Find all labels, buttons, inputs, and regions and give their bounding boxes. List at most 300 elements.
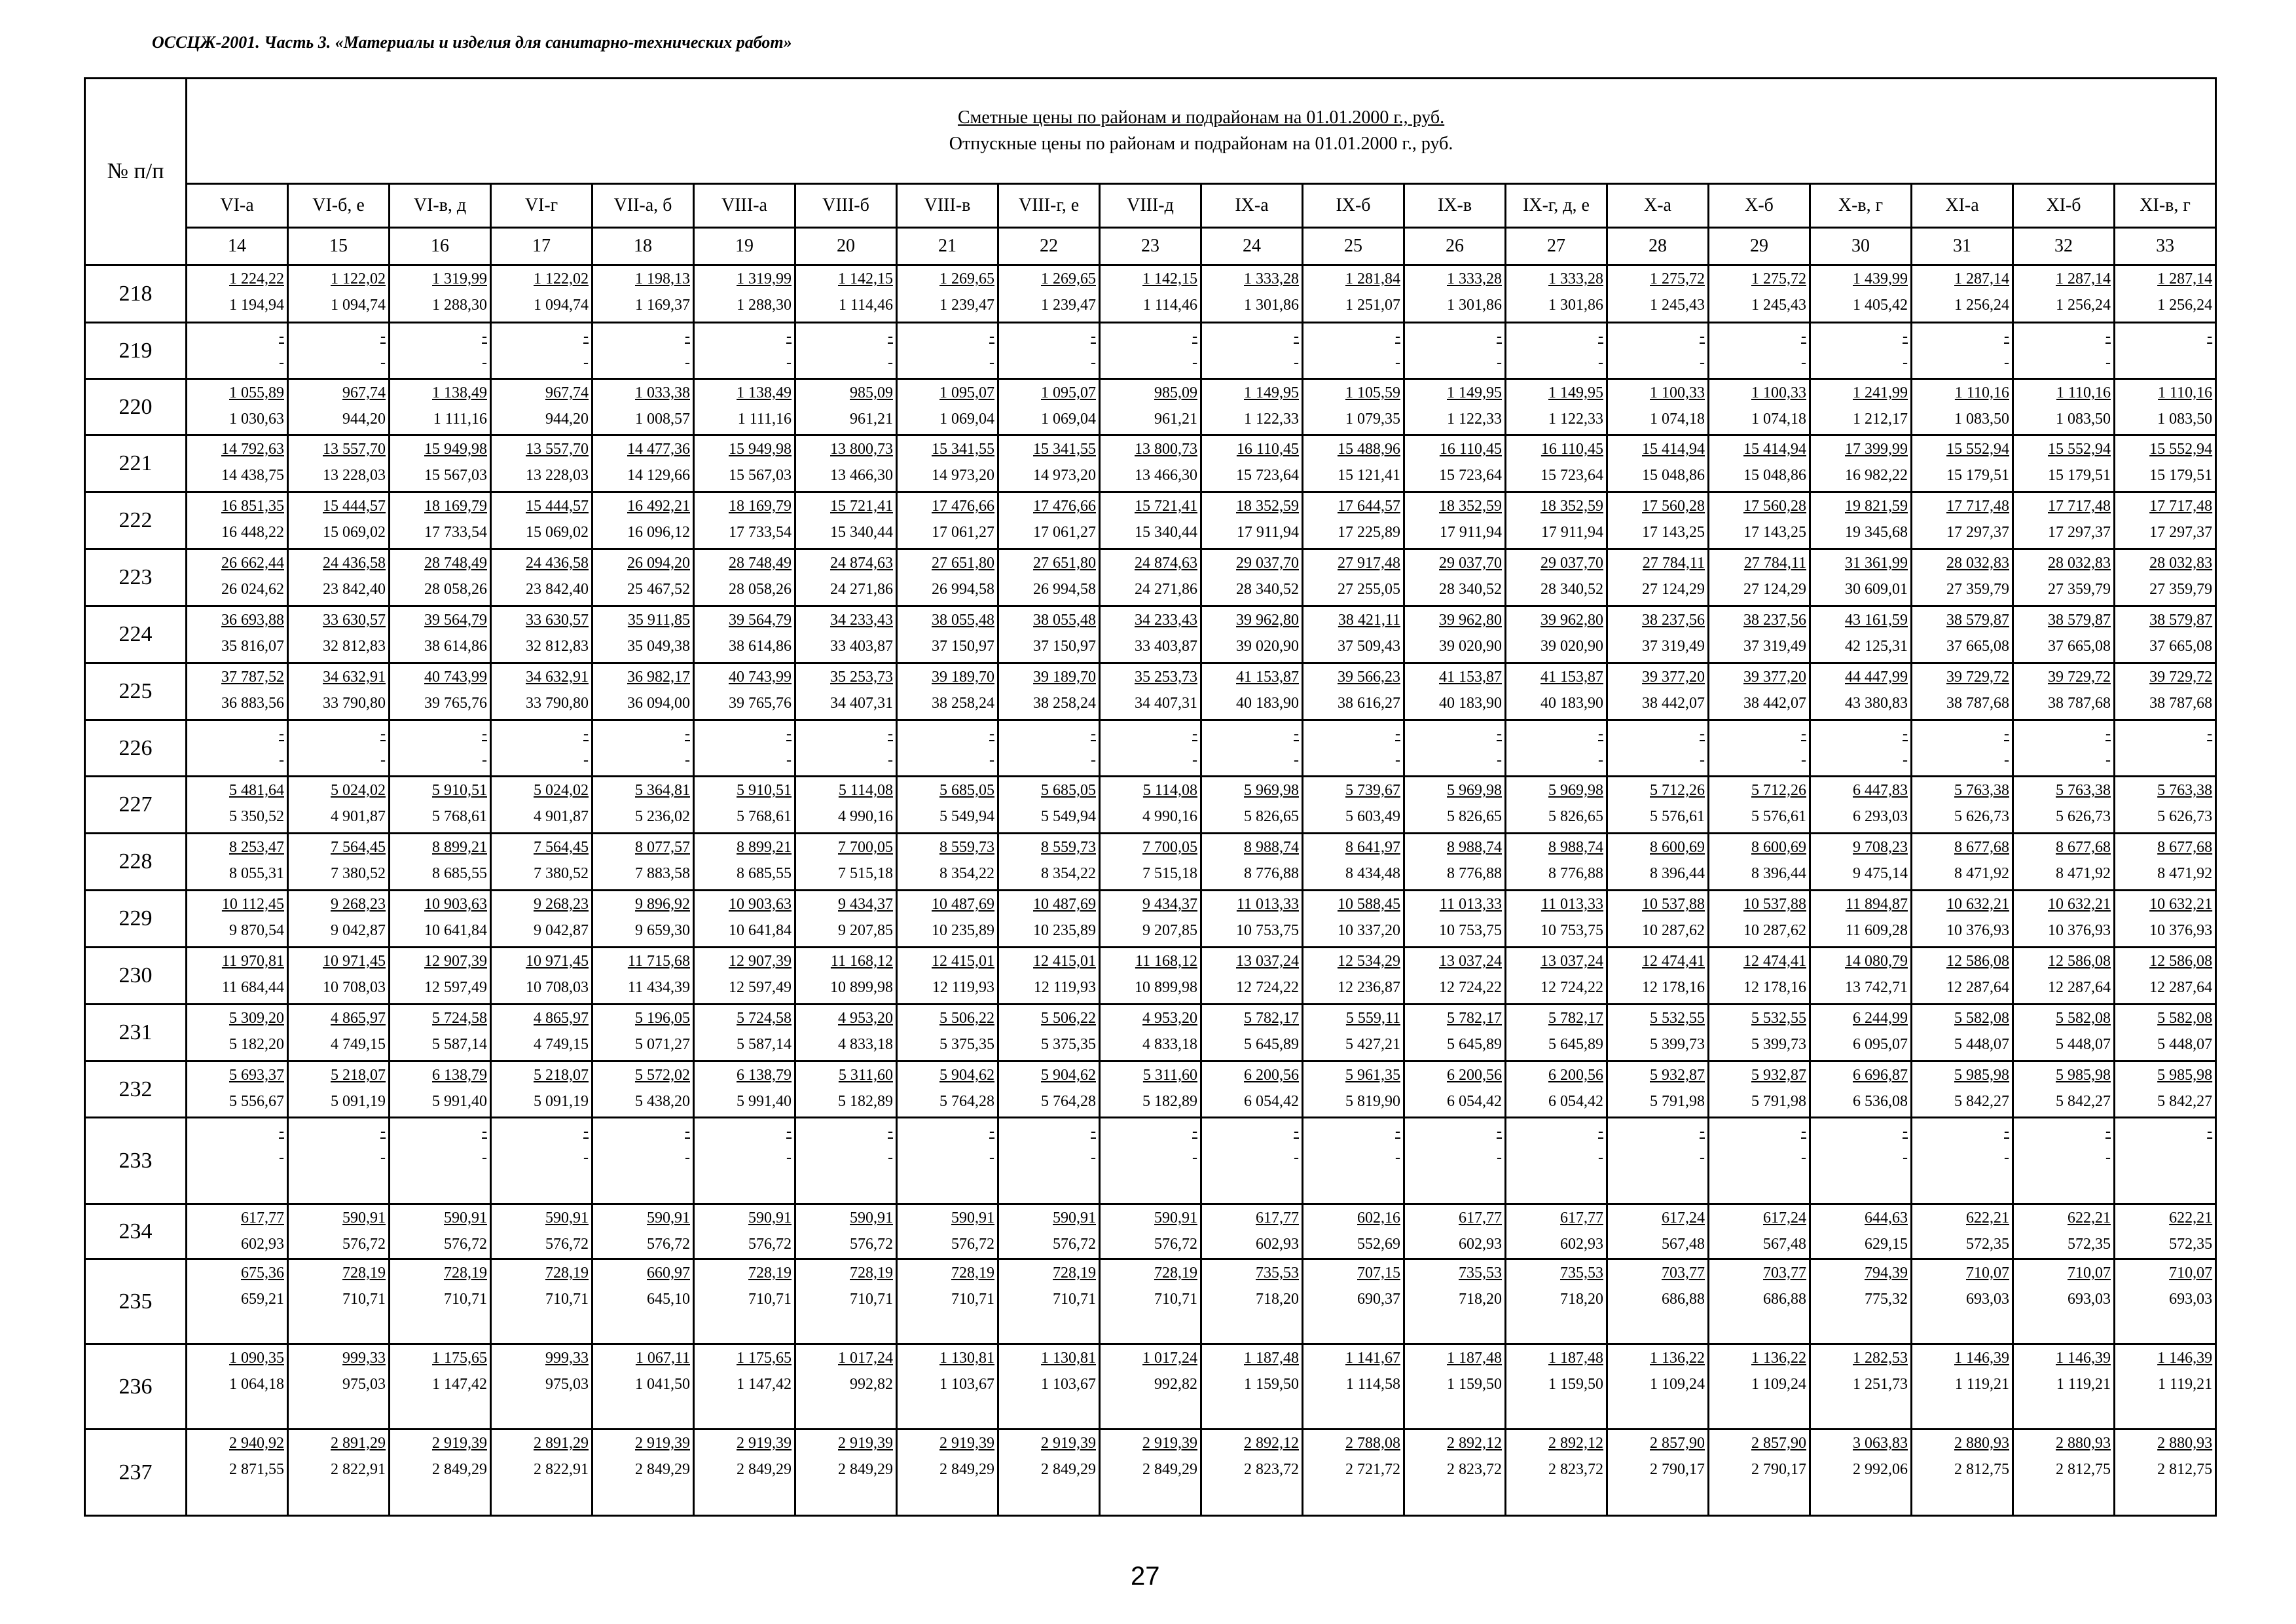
estimate-price: 18 169,79 [729, 498, 792, 515]
estimate-price: 728,19 [342, 1264, 386, 1282]
release-price: 9 870,54 [229, 922, 284, 939]
release-price: 37 150,97 [932, 638, 994, 655]
price-cell [592, 265, 694, 323]
release-price: 1 094,74 [331, 297, 386, 314]
price-pair [593, 493, 693, 545]
estimate-price: - [1294, 328, 1299, 345]
price-pair [492, 1260, 591, 1312]
price-pair [695, 550, 794, 602]
price-cell [897, 265, 998, 323]
column-header: VIII-г, е [998, 184, 1100, 228]
release-price: 5 626,73 [2157, 808, 2213, 825]
price-pair [1303, 266, 1403, 318]
release-price: 1 008,57 [635, 411, 690, 428]
release-price: - [583, 354, 589, 371]
price-cell [592, 323, 694, 379]
table-row [85, 834, 2216, 891]
price-pair [1912, 493, 2012, 545]
price-cell [897, 606, 998, 663]
price-cell [897, 1061, 998, 1118]
price-pair [695, 493, 794, 545]
estimate-price: 39 729,72 [2048, 669, 2111, 686]
price-cell [1404, 435, 1506, 492]
price-cell [694, 1061, 795, 1118]
estimate-price: 617,77 [1256, 1209, 1299, 1227]
price-pair [492, 664, 591, 716]
estimate-price: 794,39 [1865, 1264, 1908, 1282]
estimate-price: 5 712,26 [1650, 782, 1705, 799]
price-cell [1912, 663, 2013, 720]
release-price: 1 194,94 [229, 297, 284, 314]
price-pair [1303, 721, 1403, 773]
price-pair [695, 1430, 794, 1483]
price-cell [1404, 1118, 1506, 1204]
table-row [85, 435, 2216, 492]
release-price: 961,21 [850, 411, 893, 428]
price-cell [1201, 663, 1303, 720]
price-cell [491, 323, 592, 379]
price-pair [898, 721, 997, 773]
price-cell [2013, 720, 2115, 777]
price-cell [187, 834, 288, 891]
price-pair [1912, 323, 2012, 376]
price-pair [796, 1062, 896, 1115]
release-price: 576,72 [1154, 1236, 1197, 1253]
release-price: 39 020,90 [1236, 638, 1299, 655]
price-cell [592, 1344, 694, 1430]
release-price: 13 228,03 [323, 467, 386, 484]
release-price: 34 407,31 [1135, 695, 1197, 712]
estimate-price: 7 564,45 [534, 839, 589, 856]
estimate-price: - [2105, 1123, 2111, 1140]
release-price: 4 990,16 [838, 808, 893, 825]
price-cell [1607, 379, 1709, 435]
release-price: 33 403,87 [830, 638, 893, 655]
release-price: 16 448,22 [221, 524, 284, 541]
price-pair [2115, 777, 2215, 830]
estimate-price: 12 415,01 [1033, 953, 1096, 970]
price-cell [1506, 948, 1607, 1005]
price-pair [695, 834, 794, 887]
estimate-price: 1 319,99 [432, 270, 487, 287]
estimate-price: - [1395, 1123, 1400, 1140]
release-price: 1 119,21 [1954, 1376, 2009, 1393]
release-price: 16 096,12 [627, 524, 690, 541]
release-price: 2 790,17 [1650, 1461, 1705, 1478]
estimate-price: 24 874,63 [830, 555, 893, 572]
estimate-price: 1 141,67 [1345, 1350, 1400, 1367]
price-cell [491, 435, 592, 492]
release-price: 28 340,52 [1439, 581, 1502, 598]
column-number: 33 [2115, 228, 2216, 265]
price-cell [491, 891, 592, 948]
release-price: 693,03 [2068, 1291, 2111, 1308]
price-pair [289, 1118, 388, 1171]
price-cell [288, 265, 390, 323]
release-price: 2 812,75 [2056, 1461, 2111, 1478]
price-cell [592, 1061, 694, 1118]
price-cell [795, 265, 897, 323]
column-number: 18 [592, 228, 694, 265]
price-pair [1811, 948, 1910, 1001]
release-price: 6 293,03 [1853, 808, 1908, 825]
price-cell [1201, 435, 1303, 492]
price-pair [695, 380, 794, 432]
release-price: 15 723,64 [1236, 467, 1299, 484]
release-price: 33 403,87 [1135, 638, 1197, 655]
price-pair [1101, 777, 1200, 830]
price-cell [795, 1061, 897, 1118]
price-pair [289, 550, 388, 602]
estimate-price: 10 588,45 [1338, 896, 1400, 913]
price-cell [1607, 606, 1709, 663]
price-cell [1810, 1061, 1912, 1118]
estimate-price: 39 377,20 [1642, 669, 1705, 686]
estimate-price: 1 439,99 [1853, 270, 1908, 287]
estimate-price: 34 233,43 [1135, 612, 1197, 629]
price-pair [999, 948, 1099, 1001]
price-pair [898, 777, 997, 830]
estimate-price: 1 095,07 [939, 384, 994, 401]
release-price: 5 991,40 [737, 1093, 792, 1110]
estimate-price: - [1497, 726, 1502, 743]
release-price: 686,88 [1763, 1291, 1806, 1308]
estimate-price: - [1192, 1123, 1197, 1140]
estimate-price: 39 564,79 [729, 612, 792, 629]
price-cell [288, 323, 390, 379]
price-pair [390, 1062, 490, 1115]
price-pair [1912, 266, 2012, 318]
price-cell [1201, 606, 1303, 663]
estimate-price: - [1091, 1123, 1096, 1140]
release-price: - [2105, 752, 2111, 769]
release-price: 710,71 [1154, 1291, 1197, 1308]
estimate-price: 14 792,63 [221, 441, 284, 458]
price-cell [187, 1344, 288, 1430]
estimate-price: 12 474,41 [1743, 953, 1806, 970]
price-cell [897, 492, 998, 549]
price-cell [1201, 1430, 1303, 1516]
release-price: 15 048,86 [1743, 467, 1806, 484]
release-price: 15 723,64 [1439, 467, 1502, 484]
estimate-price: 8 677,68 [1954, 839, 2009, 856]
price-pair [695, 1260, 794, 1312]
estimate-price: 707,15 [1357, 1264, 1400, 1282]
release-price: 17 225,89 [1338, 524, 1400, 541]
price-cell [897, 834, 998, 891]
price-pair [1811, 1345, 1910, 1397]
estimate-price: 8 677,68 [2056, 839, 2111, 856]
estimate-price: - [1294, 1123, 1299, 1140]
price-pair [1202, 834, 1302, 887]
release-price: 992,82 [1154, 1376, 1197, 1393]
price-cell [1506, 435, 1607, 492]
release-price: 5 576,61 [1650, 808, 1705, 825]
estimate-price: 17 717,48 [2149, 498, 2213, 515]
estimate-price: - [380, 1123, 386, 1140]
release-price: 10 899,98 [830, 979, 893, 996]
release-price: 4 749,15 [331, 1036, 386, 1053]
release-price: 2 849,29 [939, 1461, 994, 1478]
release-price: 1 122,33 [1244, 411, 1299, 428]
price-cell [2115, 549, 2216, 606]
release-price: - [1497, 1149, 1502, 1166]
price-cell [897, 323, 998, 379]
price-pair [1912, 607, 2012, 659]
price-pair [1811, 777, 1910, 830]
price-pair [187, 1005, 287, 1058]
release-price: 17 733,54 [424, 524, 487, 541]
release-price: 775,32 [1865, 1291, 1908, 1308]
price-cell [1404, 1344, 1506, 1430]
price-cell [998, 492, 1100, 549]
release-price: 5 350,52 [229, 808, 284, 825]
estimate-price: 8 559,73 [1041, 839, 1096, 856]
price-pair [1405, 834, 1504, 887]
release-price: 38 442,07 [1642, 695, 1705, 712]
row-number: 233 [85, 1118, 187, 1204]
release-price: 33 790,80 [526, 695, 589, 712]
column-header: VIII-д [1100, 184, 1201, 228]
release-price: 37 665,08 [1946, 638, 2009, 655]
estimate-price: 5 961,35 [1345, 1067, 1400, 1084]
estimate-price: 5 969,98 [1548, 782, 1603, 799]
price-pair [2115, 266, 2215, 318]
price-pair [1811, 1205, 1910, 1257]
estimate-price: 2 892,12 [1548, 1435, 1603, 1452]
price-cell [1506, 663, 1607, 720]
release-price: 23 842,40 [526, 581, 589, 598]
price-pair [796, 1005, 896, 1058]
price-cell [1912, 1430, 2013, 1516]
estimate-price: 11 168,12 [830, 953, 893, 970]
estimate-price: 12 586,08 [2048, 953, 2111, 970]
document-header: ОССЦЖ-2001. Часть 3. «Материалы и изделия для санитарно-технических работ» [152, 33, 792, 52]
price-pair [593, 436, 693, 489]
release-price: 5 768,61 [737, 808, 792, 825]
price-cell [1100, 492, 1201, 549]
release-price: 5 768,61 [432, 808, 487, 825]
estimate-price: 18 352,59 [1540, 498, 1603, 515]
price-cell [1100, 323, 1201, 379]
estimate-price: - [1598, 726, 1603, 743]
price-pair [898, 550, 997, 602]
estimate-price: 1 146,39 [2056, 1350, 2111, 1367]
price-pair [390, 493, 490, 545]
release-price: 5 764,28 [939, 1093, 994, 1110]
price-cell [491, 834, 592, 891]
estimate-price: - [786, 726, 792, 743]
price-cell [288, 1061, 390, 1118]
release-price: 7 515,18 [1142, 865, 1197, 882]
price-pair [390, 607, 490, 659]
estimate-price: 6 200,56 [1244, 1067, 1299, 1084]
estimate-price: 1 017,24 [838, 1350, 893, 1367]
estimate-price: 1 136,22 [1650, 1350, 1705, 1367]
release-price: 710,71 [850, 1291, 893, 1308]
price-cell [288, 1204, 390, 1259]
estimate-price: 6 200,56 [1548, 1067, 1603, 1084]
row-number: 237 [85, 1430, 187, 1516]
price-cell [1404, 379, 1506, 435]
price-pair [1303, 834, 1403, 887]
estimate-price: 6 447,83 [1853, 782, 1908, 799]
release-price: 602,93 [1459, 1236, 1502, 1253]
estimate-price: 710,07 [2169, 1264, 2213, 1282]
price-pair [1303, 948, 1403, 1001]
price-cell [1607, 777, 1709, 834]
estimate-price: 3 063,83 [1853, 1435, 1908, 1452]
price-pair [1608, 777, 1707, 830]
price-pair [1405, 266, 1504, 318]
release-price: 8 685,55 [432, 865, 487, 882]
release-price: - [989, 752, 994, 769]
release-price: 2 812,75 [1954, 1461, 2009, 1478]
price-pair [2014, 777, 2113, 830]
price-cell [998, 1118, 1100, 1204]
price-pair [289, 948, 388, 1001]
price-pair [492, 1205, 591, 1257]
price-pair [1608, 948, 1707, 1001]
estimate-price: 10 632,21 [1946, 896, 2009, 913]
column-header: X-в, г [1810, 184, 1912, 228]
price-cell [187, 1204, 288, 1259]
price-cell [491, 379, 592, 435]
release-price: - [1294, 1149, 1299, 1166]
price-cell [694, 265, 795, 323]
price-cell [592, 834, 694, 891]
price-cell [2115, 1204, 2216, 1259]
price-pair [2115, 1005, 2215, 1058]
price-pair [695, 1062, 794, 1115]
price-cell [1506, 1204, 1607, 1259]
estimate-price: 39 729,72 [2149, 669, 2213, 686]
release-price: 567,48 [1662, 1236, 1705, 1253]
release-price: - [583, 1149, 589, 1166]
price-cell [2013, 663, 2115, 720]
estimate-price: 590,91 [444, 1209, 487, 1227]
price-cell [592, 1204, 694, 1259]
price-cell [1607, 834, 1709, 891]
estimate-price: 15 444,57 [323, 498, 386, 515]
release-price: 5 791,98 [1751, 1093, 1806, 1110]
release-price: - [888, 752, 893, 769]
estimate-price: 41 153,87 [1236, 669, 1299, 686]
release-price: 2 823,72 [1548, 1461, 1603, 1478]
release-price: 7 380,52 [331, 865, 386, 882]
release-price: 38 442,07 [1743, 695, 1806, 712]
price-cell [288, 663, 390, 720]
release-price: 8 434,48 [1345, 865, 1400, 882]
release-price: 5 645,89 [1447, 1036, 1502, 1053]
price-pair [492, 1005, 591, 1058]
estimate-price: 617,24 [1763, 1209, 1806, 1227]
release-price: 576,72 [748, 1236, 792, 1253]
release-price: 1 245,43 [1650, 297, 1705, 314]
price-pair [289, 323, 388, 376]
price-pair [999, 1118, 1099, 1171]
price-cell [998, 1204, 1100, 1259]
estimate-price: 999,33 [342, 1350, 386, 1367]
price-pair [390, 777, 490, 830]
column-number: 28 [1607, 228, 1709, 265]
estimate-price: - [1903, 328, 1908, 345]
price-cell [1810, 1005, 1912, 1061]
estimate-price: 1 100,33 [1650, 384, 1705, 401]
estimate-price: 1 281,84 [1345, 270, 1400, 287]
estimate-price: 18 352,59 [1236, 498, 1299, 515]
price-pair [1405, 550, 1504, 602]
release-price: 1 064,18 [229, 1376, 284, 1393]
price-pair [187, 380, 287, 432]
release-price: 576,72 [850, 1236, 893, 1253]
estimate-price: 13 800,73 [830, 441, 893, 458]
estimate-price: 11 168,12 [1135, 953, 1197, 970]
estimate-price: - [1091, 726, 1096, 743]
estimate-price: - [2004, 726, 2009, 743]
estimate-price: 35 253,73 [1135, 669, 1197, 686]
price-pair [898, 1062, 997, 1115]
price-cell [998, 606, 1100, 663]
estimate-price: 1 333,28 [1548, 270, 1603, 287]
price-pair [492, 550, 591, 602]
estimate-price: 33 630,57 [526, 612, 589, 629]
estimate-price: 8 600,69 [1751, 839, 1806, 856]
price-cell [1100, 265, 1201, 323]
release-price: 28 340,52 [1540, 581, 1603, 598]
release-price: - [1497, 354, 1502, 371]
estimate-price: 999,33 [545, 1350, 589, 1367]
estimate-price: 728,19 [545, 1264, 589, 1282]
price-pair [1811, 323, 1910, 376]
estimate-price: 39 189,70 [932, 669, 994, 686]
estimate-price: 4 953,20 [838, 1010, 893, 1027]
price-cell [1912, 948, 2013, 1005]
estimate-price: 2 919,39 [432, 1435, 487, 1452]
price-pair [1405, 436, 1504, 489]
release-price: 1 301,86 [1447, 297, 1502, 314]
estimate-price: - [888, 328, 893, 345]
price-pair [999, 323, 1099, 376]
estimate-price: 1 175,65 [737, 1350, 792, 1367]
release-price: 15 179,51 [2149, 467, 2213, 484]
price-cell [1100, 663, 1201, 720]
release-price: - [1700, 354, 1705, 371]
price-cell [1201, 948, 1303, 1005]
release-price: 5 645,89 [1244, 1036, 1299, 1053]
price-pair [695, 1005, 794, 1058]
column-header: XI-в, г [2115, 184, 2216, 228]
release-price: 1 079,35 [1345, 411, 1400, 428]
release-price: 1 147,42 [737, 1376, 792, 1393]
estimate-price: 8 253,47 [229, 839, 284, 856]
release-price: - [2004, 1149, 2009, 1166]
estimate-price: 967,74 [342, 384, 386, 401]
estimate-price: 6 138,79 [737, 1067, 792, 1084]
price-cell [491, 1344, 592, 1430]
price-cell [1404, 891, 1506, 948]
estimate-price: 735,53 [1560, 1264, 1603, 1282]
release-price: 1 288,30 [737, 297, 792, 314]
price-cell [288, 492, 390, 549]
estimate-price: 5 904,62 [1041, 1067, 1096, 1084]
estimate-price: 728,19 [850, 1264, 893, 1282]
estimate-price: 38 237,56 [1743, 612, 1806, 629]
price-cell [1607, 265, 1709, 323]
price-cell [491, 777, 592, 834]
release-price: 1 103,67 [939, 1376, 994, 1393]
estimate-price: 5 763,38 [2157, 782, 2213, 799]
